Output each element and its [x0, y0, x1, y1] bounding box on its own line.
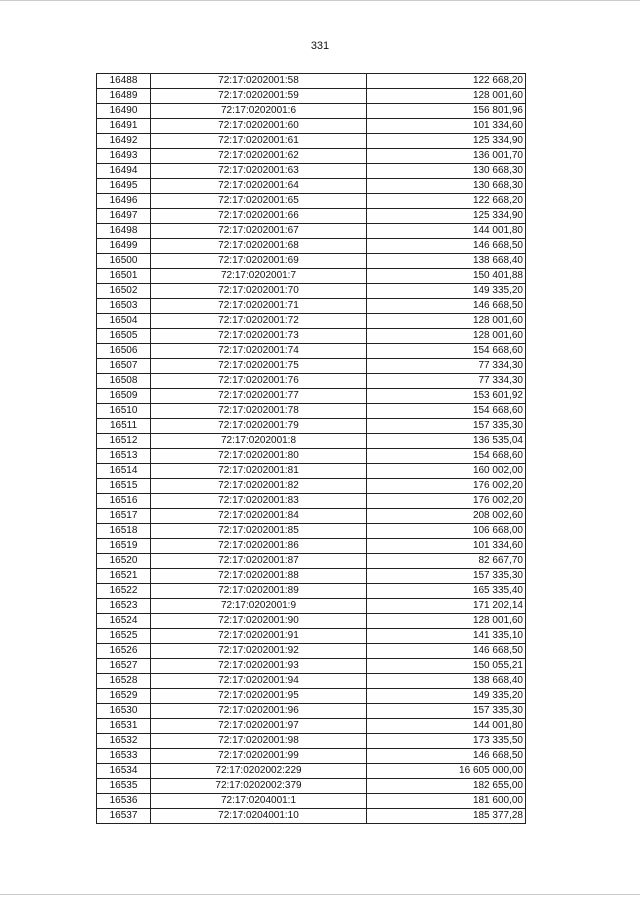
- cadastral-value-cell: 165 335,40: [367, 584, 526, 599]
- row-number-cell: 16500: [97, 254, 151, 269]
- cadastral-value-cell: 128 001,60: [367, 329, 526, 344]
- table-row: [97, 164, 526, 179]
- cadastral-value-cell: 101 334,60: [367, 119, 526, 134]
- cadastral-number-cell: 72:17:0202001:71: [151, 299, 367, 314]
- row-number-cell: 16532: [97, 734, 151, 749]
- table-row: [97, 464, 526, 479]
- cadastral-number-cell: 72:17:0202001:63: [151, 164, 367, 179]
- page-top-edge: [0, 0, 640, 1]
- cadastral-value-cell: 77 334,30: [367, 359, 526, 374]
- cadastral-value-cell: 136 535,04: [367, 434, 526, 449]
- table-row: [97, 599, 526, 614]
- cadastral-value-cell: 150 055,21: [367, 659, 526, 674]
- cadastral-value-cell: 149 335,20: [367, 689, 526, 704]
- cadastral-value-cell: 125 334,90: [367, 134, 526, 149]
- row-number-cell: 16508: [97, 374, 151, 389]
- row-number-cell: 16516: [97, 494, 151, 509]
- row-number-cell: 16535: [97, 779, 151, 794]
- cadastral-value-cell: 146 668,50: [367, 299, 526, 314]
- cadastral-number-cell: 72:17:0202001:72: [151, 314, 367, 329]
- row-number-cell: 16493: [97, 149, 151, 164]
- cadastral-number-cell: 72:17:0202001:97: [151, 719, 367, 734]
- cadastral-value-cell: 146 668,50: [367, 239, 526, 254]
- cadastral-value-cell: 176 002,20: [367, 479, 526, 494]
- cadastral-number-cell: 72:17:0202001:74: [151, 344, 367, 359]
- cadastral-value-cell: 144 001,80: [367, 719, 526, 734]
- cadastral-value-cell: 208 002,60: [367, 509, 526, 524]
- cadastral-value-cell: 146 668,50: [367, 749, 526, 764]
- cadastral-value-cell: 156 801,96: [367, 104, 526, 119]
- cadastral-value-cell: 157 335,30: [367, 704, 526, 719]
- cadastral-value-cell: 146 668,50: [367, 644, 526, 659]
- row-number-cell: 16512: [97, 434, 151, 449]
- row-number-cell: 16529: [97, 689, 151, 704]
- row-number-cell: 16524: [97, 614, 151, 629]
- cadastral-value-cell: 101 334,60: [367, 539, 526, 554]
- row-number-cell: 16507: [97, 359, 151, 374]
- cadastral-number-cell: 72:17:0202001:90: [151, 614, 367, 629]
- cadastral-number-cell: 72:17:0202001:61: [151, 134, 367, 149]
- row-number-cell: 16510: [97, 404, 151, 419]
- row-number-cell: 16519: [97, 539, 151, 554]
- row-number-cell: 16503: [97, 299, 151, 314]
- row-number-cell: 16537: [97, 809, 151, 824]
- table-row: [97, 584, 526, 599]
- table-row: [97, 569, 526, 584]
- table-row: [97, 479, 526, 494]
- cadastral-value-cell: 182 655,00: [367, 779, 526, 794]
- row-number-cell: 16509: [97, 389, 151, 404]
- row-number-cell: 16520: [97, 554, 151, 569]
- cadastral-number-cell: 72:17:0202001:89: [151, 584, 367, 599]
- cadastral-value-cell: 149 335,20: [367, 284, 526, 299]
- cadastral-number-cell: 72:17:0202001:87: [151, 554, 367, 569]
- cadastral-number-cell: 72:17:0202001:70: [151, 284, 367, 299]
- cadastral-number-cell: 72:17:0202001:67: [151, 224, 367, 239]
- cadastral-number-cell: 72:17:0202001:95: [151, 689, 367, 704]
- cadastral-value-cell: 122 668,20: [367, 194, 526, 209]
- cadastral-value-cell: 128 001,60: [367, 614, 526, 629]
- cadastral-number-cell: 72:17:0202001:79: [151, 419, 367, 434]
- row-number-cell: 16522: [97, 584, 151, 599]
- table-row: [97, 299, 526, 314]
- cadastral-number-cell: 72:17:0202001:65: [151, 194, 367, 209]
- table-row: [97, 779, 526, 794]
- row-number-cell: 16491: [97, 119, 151, 134]
- cadastral-number-cell: 72:17:0202001:83: [151, 494, 367, 509]
- cadastral-value-cell: 128 001,60: [367, 89, 526, 104]
- cadastral-value-cell: 150 401,88: [367, 269, 526, 284]
- cadastral-number-cell: 72:17:0202001:93: [151, 659, 367, 674]
- cadastral-value-cell: 130 668,30: [367, 164, 526, 179]
- cadastral-number-cell: 72:17:0202001:80: [151, 449, 367, 464]
- cadastral-value-cell: 173 335,50: [367, 734, 526, 749]
- cadastral-value-cell: 176 002,20: [367, 494, 526, 509]
- table-row: [97, 509, 526, 524]
- table-row: [97, 794, 526, 809]
- cadastral-number-cell: 72:17:0202001:92: [151, 644, 367, 659]
- table-row: [97, 74, 526, 89]
- row-number-cell: 16518: [97, 524, 151, 539]
- table-row: [97, 674, 526, 689]
- row-number-cell: 16489: [97, 89, 151, 104]
- cadastral-value-cell: 130 668,30: [367, 179, 526, 194]
- table-row: [97, 719, 526, 734]
- row-number-cell: 16528: [97, 674, 151, 689]
- cadastral-value-cell: 128 001,60: [367, 314, 526, 329]
- row-number-cell: 16534: [97, 764, 151, 779]
- cadastral-number-cell: 72:17:0202001:68: [151, 239, 367, 254]
- row-number-cell: 16517: [97, 509, 151, 524]
- cadastral-number-cell: 72:17:0202001:82: [151, 479, 367, 494]
- row-number-cell: 16514: [97, 464, 151, 479]
- cadastral-number-cell: 72:17:0202001:59: [151, 89, 367, 104]
- cadastral-value-cell: 154 668,60: [367, 449, 526, 464]
- cadastral-number-cell: 72:17:0202001:76: [151, 374, 367, 389]
- cadastral-value-cell: 106 668,00: [367, 524, 526, 539]
- page-number: 331: [310, 40, 330, 52]
- row-number-cell: 16504: [97, 314, 151, 329]
- row-number-cell: 16533: [97, 749, 151, 764]
- cadastral-number-cell: 72:17:0202001:7: [151, 269, 367, 284]
- table-row: [97, 344, 526, 359]
- cadastral-value-cell: 82 667,70: [367, 554, 526, 569]
- table-row: [97, 749, 526, 764]
- table-row: [97, 389, 526, 404]
- cadastral-number-cell: 72:17:0202001:77: [151, 389, 367, 404]
- cadastral-number-cell: 72:17:0202001:91: [151, 629, 367, 644]
- table-row: [97, 149, 526, 164]
- row-number-cell: 16495: [97, 179, 151, 194]
- table-row: [97, 614, 526, 629]
- table-row: [97, 374, 526, 389]
- table-row: [97, 224, 526, 239]
- table-row: [97, 644, 526, 659]
- table-body: [97, 74, 526, 824]
- table-row: [97, 809, 526, 824]
- page-bottom-edge: [0, 894, 640, 895]
- table-row: [97, 734, 526, 749]
- table-row: [97, 104, 526, 119]
- cadastral-value-table: [96, 73, 526, 824]
- cadastral-value-cell: 157 335,30: [367, 569, 526, 584]
- table-row: [97, 179, 526, 194]
- cadastral-number-cell: 72:17:0202001:94: [151, 674, 367, 689]
- cadastral-number-cell: 72:17:0202001:75: [151, 359, 367, 374]
- cadastral-number-cell: 72:17:0202001:6: [151, 104, 367, 119]
- cadastral-number-cell: 72:17:0202001:88: [151, 569, 367, 584]
- row-number-cell: 16521: [97, 569, 151, 584]
- table-row: [97, 524, 526, 539]
- cadastral-value-cell: 153 601,92: [367, 389, 526, 404]
- cadastral-number-cell: 72:17:0204001:10: [151, 809, 367, 824]
- row-number-cell: 16530: [97, 704, 151, 719]
- cadastral-value-cell: 138 668,40: [367, 254, 526, 269]
- cadastral-number-cell: 72:17:0202001:99: [151, 749, 367, 764]
- table-row: [97, 764, 526, 779]
- cadastral-value-cell: 157 335,30: [367, 419, 526, 434]
- cadastral-value-cell: 160 002,00: [367, 464, 526, 479]
- cadastral-value-cell: 138 668,40: [367, 674, 526, 689]
- row-number-cell: 16494: [97, 164, 151, 179]
- cadastral-number-cell: 72:17:0202002:379: [151, 779, 367, 794]
- cadastral-number-cell: 72:17:0202001:84: [151, 509, 367, 524]
- table-row: [97, 254, 526, 269]
- row-number-cell: 16501: [97, 269, 151, 284]
- cadastral-number-cell: 72:17:0202001:66: [151, 209, 367, 224]
- cadastral-number-cell: 72:17:0202001:78: [151, 404, 367, 419]
- cadastral-number-cell: 72:17:0202001:98: [151, 734, 367, 749]
- table-row: [97, 539, 526, 554]
- table-row: [97, 314, 526, 329]
- table-row: [97, 419, 526, 434]
- table-row: [97, 134, 526, 149]
- cadastral-value-cell: 154 668,60: [367, 344, 526, 359]
- cadastral-value-cell: 154 668,60: [367, 404, 526, 419]
- row-number-cell: 16488: [97, 74, 151, 89]
- cadastral-number-cell: 72:17:0202001:81: [151, 464, 367, 479]
- row-number-cell: 16527: [97, 659, 151, 674]
- row-number-cell: 16502: [97, 284, 151, 299]
- row-number-cell: 16497: [97, 209, 151, 224]
- cadastral-number-cell: 72:17:0204001:1: [151, 794, 367, 809]
- table-row: [97, 449, 526, 464]
- table-row: [97, 629, 526, 644]
- row-number-cell: 16505: [97, 329, 151, 344]
- row-number-cell: 16515: [97, 479, 151, 494]
- row-number-cell: 16506: [97, 344, 151, 359]
- table-row: [97, 269, 526, 284]
- table-row: [97, 659, 526, 674]
- row-number-cell: 16531: [97, 719, 151, 734]
- row-number-cell: 16536: [97, 794, 151, 809]
- cadastral-number-cell: 72:17:0202001:9: [151, 599, 367, 614]
- cadastral-number-cell: 72:17:0202001:73: [151, 329, 367, 344]
- row-number-cell: 16513: [97, 449, 151, 464]
- table-row: [97, 404, 526, 419]
- cadastral-number-cell: 72:17:0202002:229: [151, 764, 367, 779]
- cadastral-number-cell: 72:17:0202001:85: [151, 524, 367, 539]
- row-number-cell: 16496: [97, 194, 151, 209]
- row-number-cell: 16523: [97, 599, 151, 614]
- row-number-cell: 16490: [97, 104, 151, 119]
- table-row: [97, 209, 526, 224]
- row-number-cell: 16499: [97, 239, 151, 254]
- cadastral-value-cell: 144 001,80: [367, 224, 526, 239]
- row-number-cell: 16492: [97, 134, 151, 149]
- cadastral-value-cell: 122 668,20: [367, 74, 526, 89]
- table-row: [97, 554, 526, 569]
- cadastral-value-cell: 141 335,10: [367, 629, 526, 644]
- cadastral-value-cell: 181 600,00: [367, 794, 526, 809]
- cadastral-number-cell: 72:17:0202001:96: [151, 704, 367, 719]
- cadastral-value-cell: 125 334,90: [367, 209, 526, 224]
- table-row: [97, 704, 526, 719]
- cadastral-number-cell: 72:17:0202001:62: [151, 149, 367, 164]
- row-number-cell: 16511: [97, 419, 151, 434]
- cadastral-value-cell: 16 605 000,00: [367, 764, 526, 779]
- row-number-cell: 16498: [97, 224, 151, 239]
- table-row: [97, 494, 526, 509]
- cadastral-value-cell: 136 001,70: [367, 149, 526, 164]
- table-row: [97, 194, 526, 209]
- table-row: [97, 119, 526, 134]
- table-row: [97, 239, 526, 254]
- row-number-cell: 16526: [97, 644, 151, 659]
- cadastral-number-cell: 72:17:0202001:69: [151, 254, 367, 269]
- table-row: [97, 434, 526, 449]
- cadastral-number-cell: 72:17:0202001:60: [151, 119, 367, 134]
- cadastral-number-cell: 72:17:0202001:86: [151, 539, 367, 554]
- table-row: [97, 689, 526, 704]
- cadastral-number-cell: 72:17:0202001:58: [151, 74, 367, 89]
- cadastral-value-cell: 185 377,28: [367, 809, 526, 824]
- table-row: [97, 329, 526, 344]
- cadastral-number-cell: 72:17:0202001:64: [151, 179, 367, 194]
- cadastral-number-cell: 72:17:0202001:8: [151, 434, 367, 449]
- cadastral-value-cell: 77 334,30: [367, 374, 526, 389]
- cadastral-value-cell: 171 202,14: [367, 599, 526, 614]
- table-row: [97, 284, 526, 299]
- table-row: [97, 359, 526, 374]
- row-number-cell: 16525: [97, 629, 151, 644]
- table-row: [97, 89, 526, 104]
